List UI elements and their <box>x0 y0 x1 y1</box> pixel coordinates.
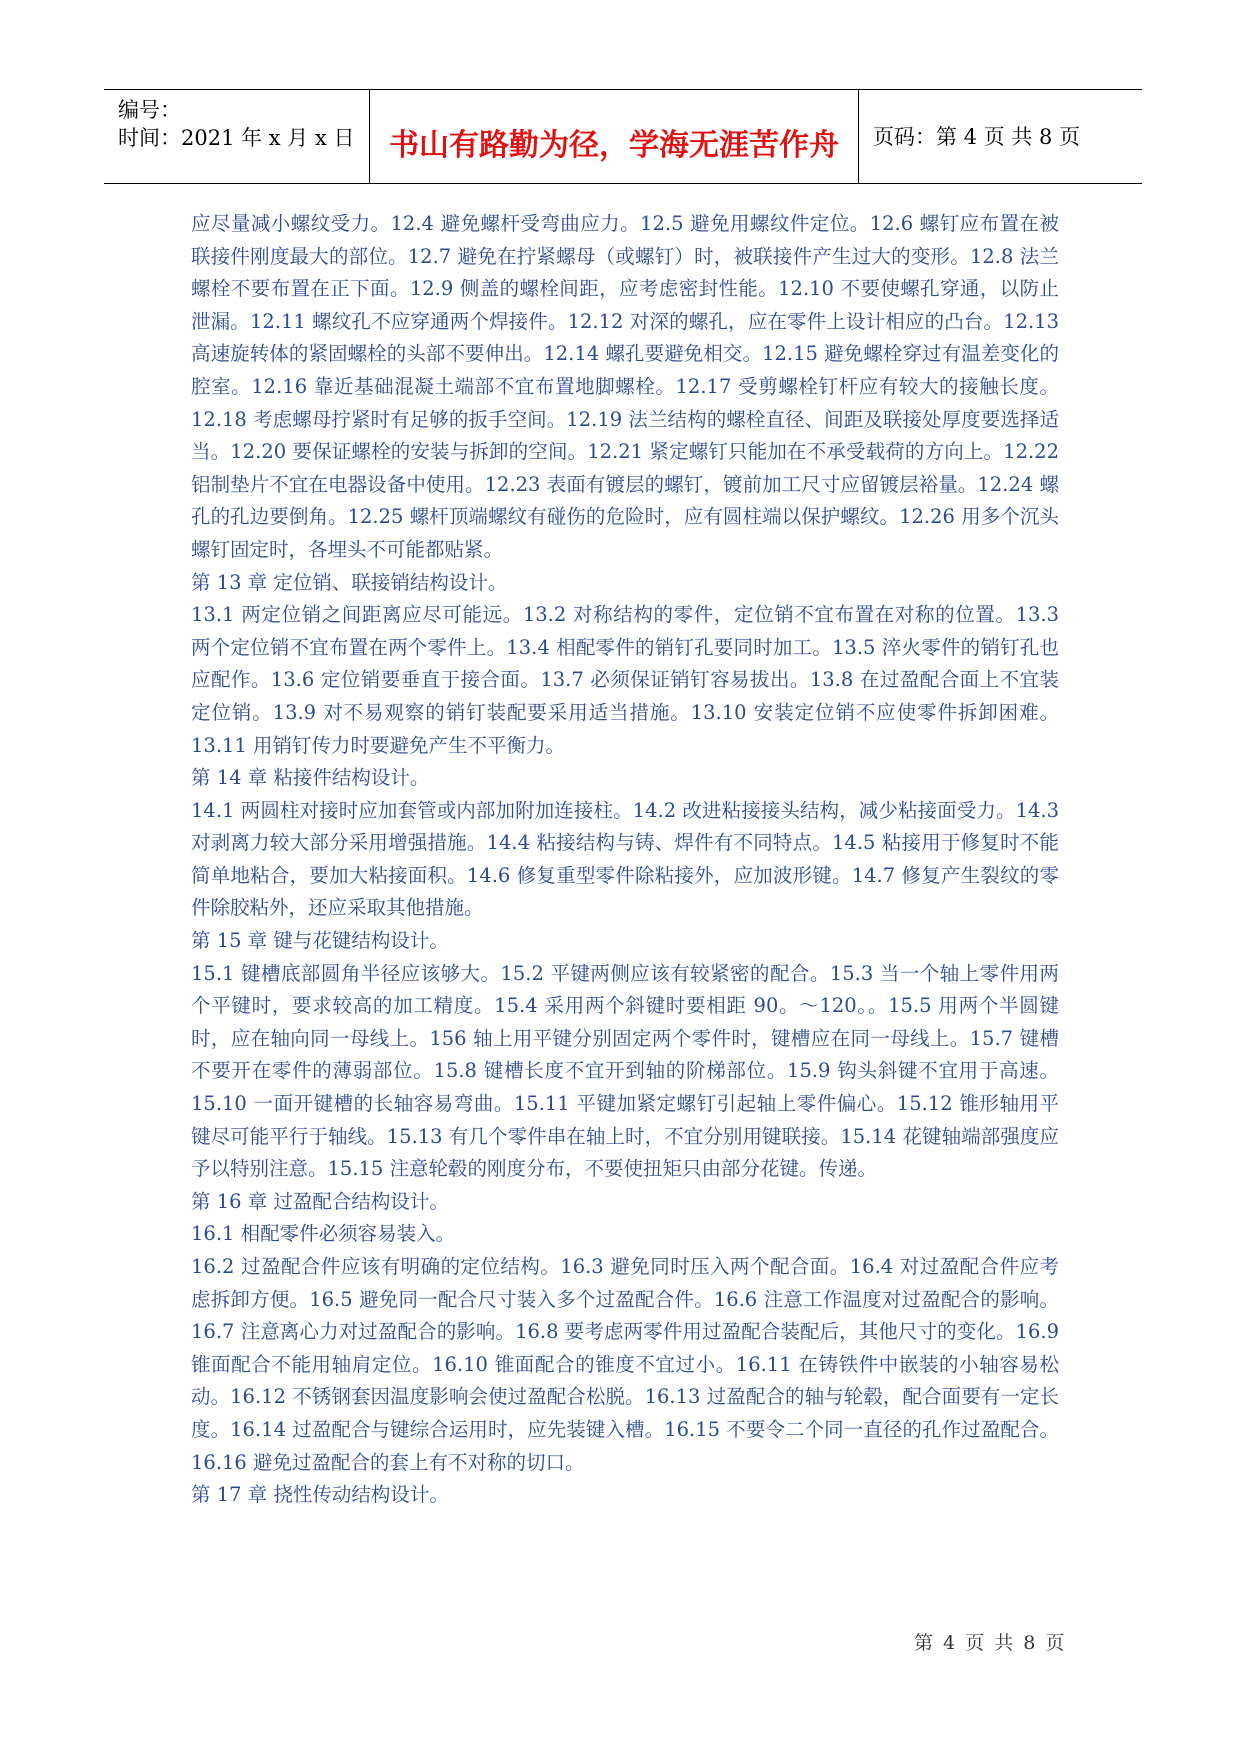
chapter-heading: 第 13 章 定位销、联接销结构设计。 <box>191 570 508 594</box>
chapter-heading: 第 17 章 挠性传动结构设计。 <box>191 1483 449 1507</box>
time-label: 时间：2021 年 x 月 x 日 <box>118 126 355 150</box>
paragraph: 15.1 键槽底部圆角半径应该够大。15.2 平键两侧应该有较紧密的配合。15.3 当一个轴上零件用两个平键时，要求较高的加工精度。15.4 采用两个斜键时要相距 90。～120。。15.5 用两个半圆键时，应在轴向同一母线上。156 轴上用平键分别固定两个零件时，键槽应在同一母线上。15.7 键槽不要开在零件的薄弱部位。15.8 键槽长度不宜开到轴的阶梯部位。15.9 钩头斜键不宜用于高速。15.10 一面开键槽的长轴容易弯曲。15.11 平键加紧定螺钉引起轴上零件偏心。15.12 锥形轴用平键尽可能平行于轴线。15.13 有几个零件串在轴上时，不宜分别用键联接。15.14 花键轴端部强度应予以特别注意。15.15 注意轮毂的刚度分布，不要使扭矩只由部分花键。传递。 <box>191 961 1059 1181</box>
chapter-heading: 第 15 章 键与花键结构设计。 <box>191 929 449 953</box>
header-page-cell <box>859 90 1142 183</box>
paragraph: 16.2 过盈配合件应该有明确的定位结构。16.3 避免同时压入两个配合面。16.4 对过盈配合件应考虑拆卸方便。16.5 避免同一配合尺寸装入多个过盈配合件。16.6 注意工作温度对过盈配合的影响。16.7 注意离心力对过盈配合的影响。16.8 要考虑两零件用过盈配合装配后，其他尺寸的变化。16.9 锥面配合不能用轴肩定位。16.10 锥面配合的锥度不宜过小。16.11 在铸铁件中嵌装的小轴容易松动。16.12 不锈钢套因温度影响会使过盈配合松脱。16.13 过盈配合的轴与轮毂，配合面要有一定长度。16.14 过盈配合与键综合运用时，应先装键入槽。16.15 不要令二个同一直径的孔作过盈配合。16.16 避免过盈配合的套上有不对称的切口。 <box>191 1255 1059 1474</box>
paragraph: 14.1 两圆柱对接时应加套管或内部加附加连接柱。14.2 改进粘接接头结构，减少粘接面受力。14.3 对剥离力较大部分采用增强措施。14.4 粘接结构与铸、焊件有不同特点。14.5 粘接用于修复时不能简单地粘合，要加大粘接面积。14.6 修复重型零件除粘接外，应加波形键。14.7 修复产生裂纹的零件除胶粘外，还应采取其他措施。 <box>191 798 1059 920</box>
chapter-heading: 第 16 章 过盈配合结构设计。 <box>191 1189 449 1213</box>
page-footer: 第 4 页 共 8 页 <box>914 1632 1067 1654</box>
document-body <box>191 208 1059 1512</box>
paragraph: 16.1 相配零件必须容易装入。 <box>191 1222 456 1246</box>
header-motto-cell <box>369 90 859 183</box>
page-header <box>104 89 1142 184</box>
paragraph: 应尽量减小螺纹受力。12.4 避免螺杆受弯曲应力。12.5 避免用螺纹件定位。12.6 螺钉应布置在被联接件刚度最大的部位。12.7 避免在拧紧螺母（或螺钉）时，被联接件产生过大的变形。12.8 法兰螺栓不要布置在正下面。12.9 侧盖的螺栓间距，应考虑密封性能。12.10 不要使螺孔穿通，以防止泄漏。12.11 螺纹孔不应穿通两个焊接件。12.12 对深的螺孔，应在零件上设计相应的凸台。12.13 高速旋转体的紧固螺栓的头部不要伸出。12.14 螺孔要避免相交。12.15 避免螺栓穿过有温差变化的腔室。12.16 靠近基础混凝土端部不宜布置地脚螺栓。12.17 受剪螺栓钉杆应有较大的接触长度。12.18 考虑螺母拧紧时有足够的扳手空间。12.19 法兰结构的螺栓直径、间距及联接处厚度要选择适当。12.20 要保证螺栓的安装与拆卸的空间。12.21 紧定螺钉只能加在不承受载荷的方向上。12.22 铝制垫片不宜在电器设备中使用。12.23 表面有镀层的螺钉，镀前加工尺寸应留镀层裕量。12.24 螺孔的孔边要倒角。12.25 螺杆顶端螺纹有碰伤的危险时，应有圆柱端以保护螺纹。12.26 用多个沉头螺钉固定时，各埋头不可能都贴紧。 <box>191 212 1059 561</box>
paragraph: 13.1 两定位销之间距离应尽可能远。13.2 对称结构的零件，定位销不宜布置在对称的位置。13.3 两个定位销不宜布置在两个零件上。13.4 相配零件的销钉孔要同时加工。13.5 淬火零件的销钉孔也应配作。13.6 定位销要垂直于接合面。13.7 必须保证销钉容易拔出。13.8 在过盈配合面上不宜装定位销。13.9 对不易观察的销钉装配要采用适当措施。13.10 安装定位销不应使零件拆卸困难。13.11 用销钉传力时要避免产生不平衡力。 <box>191 603 1059 757</box>
chapter-heading: 第 14 章 粘接件结构设计。 <box>191 766 430 790</box>
page-code: 页码：第 4 页 共 8 页 <box>873 125 1081 149</box>
header-info-cell <box>104 90 369 183</box>
number-label: 编号： <box>118 98 181 122</box>
motto: 书山有路勤为径，学海无涯苦作舟 <box>389 128 839 163</box>
